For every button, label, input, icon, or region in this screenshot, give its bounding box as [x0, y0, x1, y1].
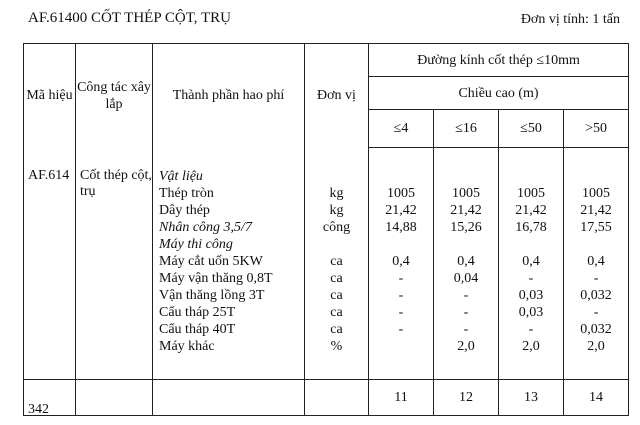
unit-cell: kg	[329, 185, 344, 201]
value-cell: 21,42	[580, 203, 612, 218]
value-cell: 0,03	[518, 288, 544, 303]
value-cell: 21,42	[450, 203, 482, 218]
value-cell	[434, 168, 498, 185]
header-diameter: Đường kính cốt thép ≤10mm	[369, 44, 629, 77]
value-cell: 0,4	[392, 254, 410, 269]
value-cell: -	[528, 271, 534, 286]
column-code: 13	[499, 380, 564, 416]
value-cell: 21,42	[385, 203, 417, 218]
value-cell: 0,4	[457, 254, 475, 269]
value-cell: 0,032	[580, 322, 612, 337]
values-col-4	[564, 148, 629, 380]
value-cell	[564, 236, 628, 253]
component-label: Vật liệu	[159, 168, 203, 184]
component-label: Máy thi công	[159, 236, 233, 252]
component-label: Máy khác	[159, 338, 215, 354]
norm-code: AF.614	[24, 148, 76, 380]
unit-note: Đơn vị tính: 1 tấn	[520, 12, 620, 27]
values-col-1	[369, 148, 434, 380]
value-cell: -	[528, 322, 534, 337]
unit-cell	[305, 236, 368, 253]
header-height: Chiều cao (m)	[369, 77, 629, 110]
component-column	[153, 148, 305, 380]
value-cell	[369, 236, 433, 253]
norm-body-row	[24, 148, 629, 380]
height-col-1: ≤4	[369, 110, 434, 148]
value-cell: 16,78	[515, 220, 547, 235]
component-label: Vận thăng lồng 3T	[159, 287, 265, 303]
value-cell: 0,03	[518, 305, 544, 320]
value-cell: 0,032	[580, 288, 612, 303]
unit-cell: kg	[329, 202, 344, 218]
component-label: Máy cắt uốn 5KW	[159, 253, 263, 269]
value-cell: 2,0	[457, 339, 475, 354]
component-label: Cẩu tháp 40T	[159, 321, 236, 337]
value-cell: 1005	[517, 186, 545, 201]
height-col-2: ≤16	[434, 110, 499, 148]
value-cell: 17,55	[580, 220, 612, 235]
unit-cell: ca	[330, 321, 343, 337]
value-cell: -	[463, 288, 469, 303]
component-label: Nhân công 3,5/7	[159, 219, 252, 235]
column-code: 11	[369, 380, 434, 416]
norm-work: Cốt thép cột, trụ	[76, 148, 153, 380]
value-cell: -	[398, 305, 404, 320]
values-col-2	[434, 148, 499, 380]
page-title: AF.61400 CỐT THÉP CỘT, TRỤ	[28, 10, 231, 26]
value-cell: 1005	[582, 186, 611, 201]
unit-cell: ca	[330, 270, 343, 286]
column-code: 14	[564, 380, 629, 416]
unit-cell: công	[322, 219, 351, 235]
value-cell: -	[398, 322, 404, 337]
value-cell: 14,88	[385, 220, 417, 235]
value-cell: -	[463, 322, 469, 337]
value-cell: 0,04	[453, 271, 479, 286]
value-cell: -	[398, 271, 404, 286]
value-cell: 21,42	[515, 203, 547, 218]
unit-cell: ca	[330, 253, 343, 269]
value-cell	[564, 168, 628, 185]
header-code: Mã hiệu	[24, 44, 76, 148]
height-col-3: ≤50	[499, 110, 564, 148]
value-cell	[499, 168, 563, 185]
page-number: 342	[28, 402, 49, 417]
component-label: Cẩu tháp 25T	[159, 304, 236, 320]
unit-cell: ca	[330, 287, 343, 303]
value-cell: 0,4	[522, 254, 540, 269]
height-col-4: >50	[564, 110, 629, 148]
value-cell: 1005	[452, 186, 480, 201]
value-cell	[499, 236, 563, 253]
value-cell: 1005	[387, 186, 415, 201]
value-cell: -	[593, 305, 599, 320]
value-cell: 2,0	[587, 339, 605, 354]
header-component: Thành phần hao phí	[153, 44, 305, 148]
unit-column	[305, 148, 369, 380]
value-cell: 15,26	[450, 220, 482, 235]
header-unit: Đơn vị	[305, 44, 369, 148]
component-label: Dây thép	[159, 202, 210, 218]
value-cell: -	[398, 288, 404, 303]
value-cell: -	[463, 305, 469, 320]
unit-cell: %	[330, 338, 343, 354]
value-cell: 0,4	[587, 254, 605, 269]
value-cell	[369, 168, 433, 185]
header-work: Công tác xây lắp	[76, 44, 153, 148]
value-cell: 2,0	[522, 339, 540, 354]
column-code: 12	[434, 380, 499, 416]
values-col-3	[499, 148, 564, 380]
unit-cell: ca	[330, 304, 343, 320]
value-cell	[434, 236, 498, 253]
component-label: Máy vận thăng 0,8T	[159, 270, 273, 286]
norm-table	[23, 43, 629, 416]
value-cell: -	[593, 271, 599, 286]
component-label: Thép tròn	[159, 185, 214, 201]
value-cell	[369, 338, 433, 355]
unit-cell	[305, 168, 368, 185]
